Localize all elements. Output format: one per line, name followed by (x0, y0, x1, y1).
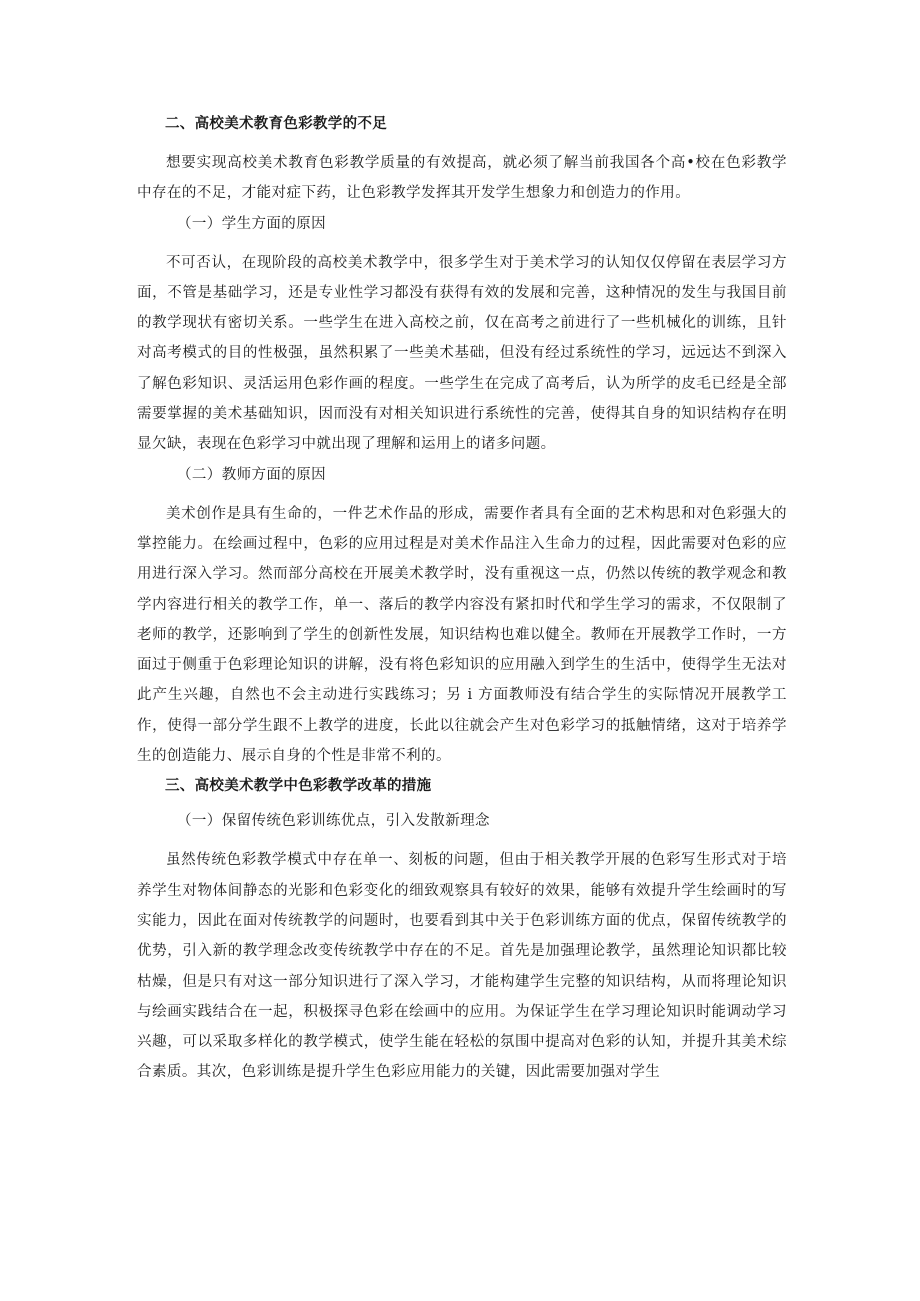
subheading-teacher-reasons: （二）教师方面的原因 (177, 466, 326, 483)
section-heading-3: 三、高校美术教学中色彩教学改革的措施 (165, 778, 432, 795)
document-page (137, 113, 787, 1092)
paragraph-student-reasons: 不可否认，在现阶段的高校美术教学中，很多学生对于美术学习的认知仅仅停留在表层学习方面，不管是基础学习，还是专业性学习都没有获得有效的发展和完善，这种情况的发生与我国目前的教学现状有密切关系。一些学生在进入高校之前，仅在高考之前进行了一些机械化的训练，且针对高考模式的目的性极强，虽然积累了一些美术基础，但没有经过系统性的学习，远远达不到深入了解色彩知识、灵活运用色彩作画的程度。一些学生在完成了高考后，认为所学的皮毛已经是全部需要掌握的美术基础知识，因而没有对相关知识进行系统性的完善，使得其自身的知识结构存在明显欠缺，表现在色彩学习中就出现了理解和运用上的诸多问题。 (137, 254, 787, 453)
subheading-student-reasons: （一）学生方面的原因 (177, 215, 326, 232)
section-heading-2: 二、高校美术教育色彩教学的不足 (165, 116, 387, 132)
paragraph-intro: 想要实现高校美术教育色彩教学质量的有效提高，就必须了解当前我国各个高•校在色彩教学中存在的不足，才能对症下药，让色彩教学发挥其开发学生想象力和创造力的作用。 (137, 155, 787, 202)
paragraph-traditional-training: 虽然传统色彩教学模式中存在单一、刻板的问题，但由于相关教学开展的色彩写生形式对于培养学生对物体间静态的光影和色彩变化的细致观察具有较好的效果，能够有效提升学生绘画时的写实能力，因此在面对传统教学的问题时，也要看到其中关于色彩训练方面的优点，保留传统教学的优势，引入新的教学理念改变传统教学中存在的不足。首先是加强理论教学，虽然理论知识都比较枯燥，但是只有对这一部分知识进行了深入学习，才能构建学生完整的知识结构，从而将理论知识与绘画实践结合在一起，积极探寻色彩在绘画中的应用。为保证学生在学习理论知识时能调动学习兴趣，可以采取多样化的教学模式，使学生能在轻松的氛围中提高对色彩的认知，并提升其美术综合素质。其次，色彩训练是提升学生色彩应用能力的关键，因此需要加强对学生 (137, 852, 787, 1081)
subheading-traditional-training: （一）保留传统色彩训练优点，引入发散新理念 (177, 813, 490, 830)
paragraph-teacher-reasons: 美术创作是具有生命的，一件艺术作品的形成，需要作者具有全面的艺术构思和对色彩强大的掌控能力。在绘画过程中，色彩的应用过程是对美术作品注入生命力的过程，因此需要对色彩的应用进行深入学习。然而部分高校在开展美术教学时，没有重视这一点，仍然以传统的教学观念和教学内容进行相关的教学工作，单一、落后的教学内容没有紧扣时代和学生学习的需求，不仅限制了老师的教学，还影响到了学生的创新性发展，知识结构也难以健全。教师在开展教学工作时，一方面过于侧重于色彩理论知识的讲解，没有将色彩知识的应用融入到学生的生活中，使得学生无法对此产生兴趣，自然也不会主动进行实践练习；另 i 方面教师没有结合学生的实际情况开展教学工作，使得一部分学生跟不上教学的进度，长此以往就会产生对色彩学习的抵触情绪，这对于培养学生的创造能力、展示自身的个性是非常不利的。 (137, 505, 787, 765)
